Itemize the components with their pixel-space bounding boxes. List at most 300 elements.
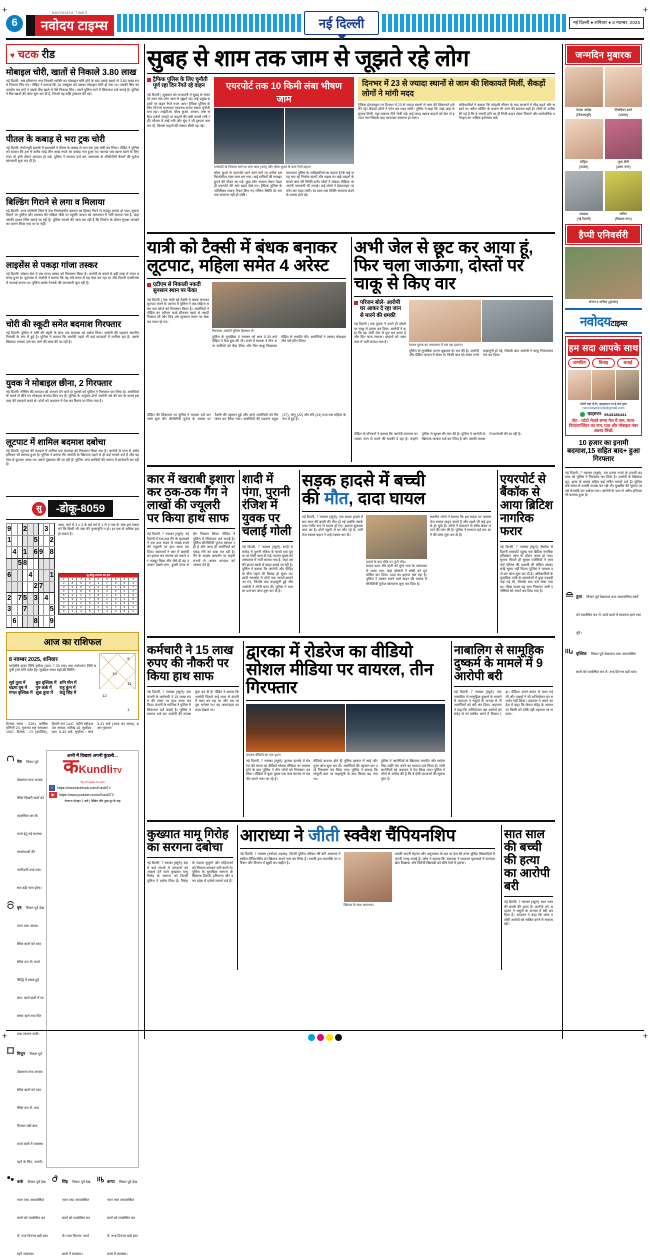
sudoku-cell[interactable] <box>49 593 54 605</box>
zodiac-text: विचार पूर्व देखभाल तथा अव्यवस्थित बातों को व्यवस्थित कर लें, कार्य बातों में व्यवस्था रहने तथा पूरी। <box>576 595 641 635</box>
sudoku-answer-cell: 4 <box>85 594 94 598</box>
sudoku-answer-cell: 5 <box>94 598 103 602</box>
yellow-dot <box>326 1034 333 1041</box>
ad-subtitle: My Punjabi Kundli <box>80 779 105 784</box>
story-2-body-3: पीड़ित की शिकायत पर पुलिस ने मामला दर्ज कर जांच शुरू की। सीसीटीवी फुटेज के आधार पर टैक्सी की पहचान हुई और चारों आरोपियों को गिरफ्तार कर लिया गया। आरोपियों की पहचान राहुल (27), सोनू (22) और रवि (24) तथा एक महिला के रूप में हुई है। <box>147 413 346 422</box>
ad-tagline: हम सदा आपके साथ <box>568 339 639 356</box>
sudoku-answer-cell: 6 <box>103 602 112 606</box>
sudoku-rules: आज़, चार्ट में 3 x 3 के बड़े वर्ग में 1 से 9 तक के अंक इस प्रकार भरें कि किसी भी अंक की पुनरावृत्ति न हो। हर एक से अधिक हल हो सकते हैं। <box>57 523 139 536</box>
sudoku-answer-cell: 8 <box>120 610 129 614</box>
zodiac-text: विचार पूर्व देखभाल तथा अव्यवस्थित बातों को व्यवस्थित कर लें, तथा दिनभर बड़ी बात कार्य में व्यवस्था। <box>107 1179 138 1256</box>
birthday-name: पूजा सैनी <box>617 160 629 164</box>
birthday-card <box>565 67 603 117</box>
birthday-photo <box>605 119 643 159</box>
sudoku-brand-badge: सु <box>32 502 46 516</box>
headline: पीतल के कबाड़ से भरा ट्रक चोरी <box>6 134 106 144</box>
planet-sign: तुला में <box>15 679 26 685</box>
story-6-headline <box>302 472 491 508</box>
planet-sign: वृश्चिक में <box>41 679 57 685</box>
sudoku-answer-cell: 6 <box>94 578 103 582</box>
birthday-photo-grid <box>565 67 642 221</box>
sudoku-answer-cell: 6 <box>77 606 86 610</box>
sudoku-answer-cell: 6 <box>85 590 94 594</box>
sudoku-answer-cell: 1 <box>120 590 129 594</box>
ad-pill-congrats: बधाई <box>617 358 639 368</box>
sudoku-answer-cell: 8 <box>59 606 68 610</box>
story-11-headline: नाबालिग से सामूहिक दुष्कर्म के मामले में 9 आरोपी बरी <box>454 643 544 684</box>
body-text: नई दिल्ली: उत्तर पश्चिमी जिले में एक निर्माणाधीन इमारत का हिस्सा गिरने से मजदूर घायल हो गया। सूचना मिलने पर पुलिस और दमकल की गाड़ियां मौके पर पहुंचीं। घायल को अस्पताल में भर्ती कराया गया है, जहां उसकी हालत स्थिर बताई जा रही है। पुलिस मामले की जांच कर रही है कि निर्माण के दौरान सुरक्षा मानकों का पालन किया गया था या नहीं। <box>6 209 139 227</box>
crop-mark-tl: + <box>2 5 8 15</box>
lead-body-left: नई दिल्ली | शुक्रवार को राजधानी में सुबह से लेकर देर शाम तक लोग जाम से जूझते रहे। कई प्रमुख सड़कों पर वाहन रेंगते नजर आए। ट्रैफिक पुलिस के लिए दिनभर यातायात व्यवस्था बनाए रखना चुनौती बना रहा। आईटीओ, धौला कुआं, आश्रम, एम्स सहित दर्जनों जगहों पर वाहनों की लंबी कतारें लगी रहीं। मौसम में आई नमी और धुंध ने भी दृश्यता कम कर दी, जिससे वाहनों की रफ्तार धीमी पड़ गई। <box>147 92 210 128</box>
sudoku-cell[interactable] <box>49 581 54 593</box>
headline: लाइसेंस से पकड़ा गांजा तस्कर <box>6 260 98 270</box>
story-7 <box>497 470 555 633</box>
sudoku-answer-cell: 4 <box>68 578 77 582</box>
zodiac-name: मिथुन <box>17 1050 26 1056</box>
story-13-body-2: उसकी अपनी मेहनत और अनुशासन के बल पर देश की तरफ चुनिंदा खिलाड़ियों में अपनी जगह बनाई है। कोच ने बताया कि आराध्या ने फाइनल मुकाबले में शानदार खेल दिखाया और विरोधी खिलाड़ी को सीधे गेमों में हराया। <box>394 852 495 866</box>
facebook-icon: f <box>49 785 55 791</box>
story-10-headline: द्वारका में रोडरेज का वीडियो सोशल मीडिया पर वायरल, तीन गिरफ्तार <box>246 642 434 698</box>
sudoku-answer-cell: 8 <box>111 578 120 582</box>
sudoku-cell[interactable]: 4 <box>28 570 33 582</box>
story-13-headline-p1: आराध्या ने <box>240 826 309 846</box>
sudoku-answer-cell: 3 <box>129 578 138 582</box>
sudoku-answer-cell: 7 <box>77 578 86 582</box>
story-4 <box>147 470 235 633</box>
sudoku-answer-cell: 5 <box>129 602 138 606</box>
quick-read-word2: रीड <box>41 49 55 61</box>
bullet-square-icon <box>354 301 358 305</box>
sudoku-widget <box>6 496 139 628</box>
lead-body-col2: धौला कुआं से एयरपोर्ट जाने वाले मार्ग पर करीब दस किलोमीटर लंबा जाम लग गया। कई यात्रियों की फ्लाइट छूटने की नौबत आ गई। कुछ लोग सामान लेकर पैदल ही एयरपोर्ट की ओर बढ़ते देखे गए। ट्रैफिक पुलिस के अतिरिक्त जवान तैनात किए गए लेकिन स्थिति देर रात तक सामान्य नहीं हो सकी। <box>214 171 282 198</box>
story-6-headline-p1: की <box>302 489 325 509</box>
zodiac-text: विचार पूर्व देखभाल तथा अव्यवस्थित बातों को व्यवस्थित कर लें। तथा दिनभर, कार्य बातों में व्यवस्था। <box>62 1179 91 1256</box>
ad-brand-tv: TV <box>112 767 122 775</box>
sudoku-cell[interactable]: 7 <box>38 581 43 593</box>
sudoku-cell[interactable]: 6 <box>33 547 38 559</box>
house-number: 12 <box>102 692 107 698</box>
lead-body-col4: ट्रैफिक हेल्पलाइन पर दिनभर में 23 से ज्यादा स्थानों से जाम की शिकायतें दर्ज की गईं। सैकड़ों लोगों ने फोन कर मदद मांगी। पुलिस ने कहा कि जहां-जहां से सूचना मिली, वहां तत्काल टीमें भेजी गईं। कई जगह खराब वाहनों को क्रेन से हटाया गया जिसके बाद यातायात सामान्य हो सका। <box>358 103 455 121</box>
ad-brand: कKundliTV <box>63 755 122 778</box>
sudoku-header <box>6 500 139 520</box>
sudoku-answer-cell: 9 <box>77 586 86 590</box>
planet-sign: वृश्चिक में <box>17 690 33 696</box>
house-number: 1 <box>127 706 130 712</box>
sudoku-answer-cell: 7 <box>85 598 94 602</box>
ad-pill-wedding: विवाह <box>592 358 614 368</box>
sudoku-answer-cell: 2 <box>59 582 68 586</box>
anniversary-section <box>565 224 642 245</box>
quick-read-word1: चटक <box>17 49 39 61</box>
sudoku-cell[interactable] <box>49 524 54 536</box>
sudoku-cell[interactable]: 5 <box>22 593 27 605</box>
sudoku-cell[interactable]: 9 <box>38 547 43 559</box>
house-number: 11 <box>127 680 132 686</box>
story-13-photo <box>344 852 392 902</box>
birthday-card <box>565 171 603 221</box>
sudoku-cell[interactable]: 5 <box>33 535 38 547</box>
story-6-headline-highlight: मौत <box>324 489 349 509</box>
ad-tagline: अभी में दिखाएं अपनी कुंडली... <box>67 752 118 758</box>
ad-photo-2 <box>592 370 615 400</box>
sudoku-answer-cell: 9 <box>85 578 94 582</box>
sudoku-answer-box <box>58 573 139 615</box>
story-6-body-3: स्थानीय लोगों ने बताया कि इस सड़क पर अक्सर तेज रफ्तार वाहन चलते हैं और पहले भी कई हादसे हो चुके हैं। लोगों ने प्रशासन से स्पीड ब्रेकर लगाने की मांग की है। पुलिस ने मामला दर्ज कर आगे की जांच शुरू कर दी है। <box>430 515 491 537</box>
lead-body-col3: यातायात पुलिस के अधिकारियों का कहना है कि कई जगह चल रहे निर्माण कार्यों और सड़क पर खड़े वाहनों के चलते जाम की स्थिति बनी। लोगों ने सोशल मीडिया पर अपनी नाराजगी भी जताई। कई लोगों ने हेल्पलाइन पर फोन कर मदद मांगी। देर शाम तक स्थिति सामान्य करने के प्रयास होते रहे। <box>286 171 354 198</box>
kundli-tv-ad[interactable] <box>46 750 139 1168</box>
story-7-body: नई दिल्ली, 7 नवम्बर (ब्यूरो): बैंकॉक से दिल्ली एयरपोर्ट पहुंचा एक ब्रिटिश नागरिक इमिग्रेशन जांच के दौरान फरार हो गया। सूचना मिलते ही सुरक्षा एजेंसियों ने एयरपोर्ट परिसर की तलाशी ली लेकिन उसका कोई सुराग नहीं मिला। पुलिस ने मामला दर्ज कर जांच शुरू कर दी है। अधिकारियों के मुताबिक यात्री के दस्तावेजों में कुछ गड़बड़ी पाई गई थी, जिसके बाद उसे रोका गया था। मौका पाकर वह भाग निकला। सभी एजेंसियों को अलर्ट कर दिया गया है। <box>500 545 553 594</box>
story-6-headline-p2: , दादा घायल <box>348 489 426 509</box>
story-13-headline <box>240 827 495 845</box>
sudoku-answer-cell: 1 <box>77 598 86 602</box>
quick-read-item <box>6 260 139 312</box>
story-5-headline: शादी में पंगा, पुरानी रंजिश में युवक पर चलाई गोली <box>242 472 292 539</box>
zodiac-name: कन्या <box>107 1178 115 1184</box>
sudoku-answer-cell: 8 <box>103 586 112 590</box>
story-3-headline: अभी जेल से छूट कर आया हूं, फिर चला जाऊंगा, दोस्तों पर चाकू से किए वार <box>354 238 534 293</box>
story-10-body-3: पुलिस ने आरोपियों के खिलाफ मारपीट और सार्वजनिक शांति भंग करने का मामला दर्ज किया है। सभी आरोपियों को अदालत में पेश किया गया। पुलिस ने लोगों से अपील की है कि वे ऐसी घटनाओं की सूचना तुरंत दें। <box>380 759 445 781</box>
story-6-body-1: नई दिल्ली, 7 नवम्बर (ब्यूरो): एक सड़क हादसे में चार साल की बच्ची की मौत हो गई जबकि उसके दादा गंभीर रूप से घायल हो गए। हादसा शुक्रवार शाम का है। दोनों स्कूटी से घर लौट रहे थे, तभी तेज रफ्तार वाहन ने उन्हें टक्कर मार दी। <box>302 515 363 537</box>
story-2-body-1: नई दिल्ली | एक यात्री को टैक्सी में बंधक बनाकर लूटपाट करने के आरोप में पुलिस ने एक महिला समेत चार लोगों को गिरफ्तार किया है। आरोपियों ने पीड़ित का एटीएम कार्ड छीनकर खाते से नकदी निकाल ली और फिर उसे सुनसान स्थान पर फेंक कर फरार हो गए। <box>147 297 209 324</box>
quick-read-item <box>6 197 139 253</box>
sudoku-answer-cell: 9 <box>111 582 120 586</box>
sudoku-cell[interactable]: 2 <box>33 581 38 593</box>
lead-body-col5: अधिकारियों ने बताया कि त्योहारी सीजन के बाद बाजारों में भीड़ बढ़ने और सड़कों पर अवैध पार्किंग के कारण भी जाम की समस्या बढ़ी है। लोगों से अपील की गई है कि वे जरूरी होने पर ही निजी वाहन लेकर निकलें और सार्वजनिक परिवहन का अधिक इस्तेमाल करें। <box>458 103 555 121</box>
sudoku-answer-cell: 2 <box>103 598 112 602</box>
sudoku-cell[interactable]: 5 <box>17 558 22 570</box>
sudoku-answer-cell: 9 <box>68 598 77 602</box>
story-5 <box>239 470 295 633</box>
sudoku-answer-cell: 9 <box>103 606 112 610</box>
story-13-body-1: नई दिल्ली, 7 नवम्बर (नवोदय टाइम्स): दिल्ली पुलिस परिवार की बेटी आराध्या ने स्क्वैश चैंपियनशिप का खिताब अपने नाम कर लिया है। उसकी इस उपलब्धि पर परिवार और विभाग में खुशी का माहौल है। <box>240 852 341 866</box>
story-4-headline: कार में खराबी इशारा कर ठक-ठक गैंग ने लाखों की ज्यूलरी पर किया हाथ साफ <box>147 472 235 526</box>
sudoku-answer-cell: 1 <box>94 582 103 586</box>
planet-name: चंद्रमा <box>9 684 18 690</box>
sudoku-cell[interactable] <box>49 558 54 570</box>
lead-right-block <box>358 77 555 229</box>
sudoku-answer-cell: 7 <box>111 606 120 610</box>
birthday-title: जन्मदिन मुबारक <box>567 46 640 63</box>
story-14 <box>501 825 555 970</box>
story-9-headline: कर्मचारी ने 15 लाख रुपए की नौकरी पर किया हाथ साफ <box>147 643 234 684</box>
kundli-chart <box>99 653 136 717</box>
sudoku-cell[interactable]: 2 <box>7 593 12 605</box>
birthday-card <box>605 171 643 221</box>
planet-column-3 <box>60 680 77 696</box>
crop-mark-bl: + <box>2 1031 8 1041</box>
sudoku-cell[interactable]: 8 <box>33 616 38 628</box>
planet-sign: मीन में <box>66 679 77 685</box>
sudoku-answer-cell: 3 <box>94 602 103 606</box>
ad-pill-birthday: जन्मदिन <box>568 358 590 368</box>
ad-footer: रोजाना दोपहर 1 बजे | देखिए और दुख दूर के सह <box>64 798 121 803</box>
sudoku-cell[interactable]: 6 <box>12 616 17 628</box>
sudoku-answer-cell: 3 <box>59 586 68 590</box>
story-10-photo-2 <box>346 704 445 752</box>
headline: मोबाइल चोरी, खातों से निकाले 3.80 लाख <box>6 67 137 77</box>
story-11-body: नई दिल्ली, 7 नवम्बर (ब्यूरो): एक नाबालिग से सामूहिक दुष्कर्म के मामले में अदालत ने सबूतों के अभाव में नौ आरोपियों को बरी कर दिया। अदालत ने कहा कि अभियोजन पक्ष आरोपों को संदेह से परे साबित करने में विफल रहा। पीड़िता अपने बयान से पलट गई थी और गवाहों ने भी अभियोजन का समर्थन नहीं किया। अदालत ने अपने आदेश में कहा कि केवल संदेह के आधार पर किसी को दोषी नहीं ठहराया जा सकता। <box>454 690 553 717</box>
sudoku-cell[interactable]: 8 <box>22 558 27 570</box>
story-10-photo-caption: वायरल वीडियो का एक दृश्य। <box>246 753 281 758</box>
ad-brand-b: टाइम्स <box>610 319 628 328</box>
crop-mark-br: + <box>642 1031 648 1041</box>
sudoku-answer-cell: 9 <box>94 590 103 594</box>
sudoku-answer-cell: 8 <box>85 602 94 606</box>
sudoku-answer-cell: 6 <box>129 610 138 614</box>
zodiac-list-left <box>6 750 44 1168</box>
lead-photo-strip: एयरपोर्ट तक 10 किमी लंबा भीषण जाम <box>214 77 354 107</box>
story-3-kicker <box>354 300 406 319</box>
story-10-photo-1 <box>246 704 345 752</box>
horoscope-widget <box>6 632 139 748</box>
horoscope-times: दिनांक समय : 2261, वार्षिक योगिनी 23, गुजरात राष्ट्र सम्वत्सर 1947, दिनांक : 07 (कार्तिक), हिजरी सन 1447, महीने रबीऊल उस अव्वल, तारीख 16, सूर्योदय : प्रात: 6.33 बजे, सूर्यास्त : सायं 5.31 बजे (आज का समय), शक्ल गुजरात <box>6 721 139 735</box>
birthday-place: (विकासपुरी) <box>576 113 592 117</box>
masthead-logo-english: NAVODAYA TIMES <box>52 10 88 15</box>
ad-instruction: फोटो यहां भेजें | व्हाट्सएप या ई-मेल द्वारा <box>580 402 627 406</box>
sudoku-cell[interactable]: 4 <box>44 593 49 605</box>
birthday-name: तिरुषिका शर्मा <box>614 108 632 112</box>
sudoku-answer-cell: 4 <box>94 586 103 590</box>
story-7-headline: एयरपोर्ट से बैंकॉक से आया ब्रिटिश नागरिक फरार <box>500 472 553 539</box>
facebook-link[interactable] <box>49 785 136 791</box>
sudoku-answer-cell: 3 <box>77 594 86 598</box>
house-number: 9 <box>127 655 130 661</box>
sudoku-answer-cell: 3 <box>111 598 120 602</box>
zodiac-name: वृश्चिक <box>576 651 587 656</box>
anniversary-photo <box>565 247 642 299</box>
masthead-logo <box>26 11 114 36</box>
planet-name: मंगल <box>9 690 17 696</box>
house-number: 10 <box>112 670 117 676</box>
birthday-place: (पालम) <box>618 113 628 117</box>
sudoku-cell[interactable]: 4 <box>12 547 17 559</box>
sudoku-cell[interactable]: 7 <box>22 604 27 616</box>
headline: लूटपाट में शामिल बदमाश दबोचा <box>6 437 106 447</box>
sudoku-cell[interactable]: 2 <box>49 535 54 547</box>
sudoku-answer-cell: 1 <box>85 606 94 610</box>
lead-photo-caption: एयरपोर्ट के निकास मार्ग पर लगा जाम (दाएं) और धौला कुआं के पास रेंगते वाहन। <box>214 165 312 169</box>
sudoku-cell[interactable]: 9 <box>49 616 54 628</box>
sudoku-title: -डोकू-8059 <box>48 500 113 517</box>
planet-name: शुक्र <box>35 690 42 696</box>
sudoku-answer-cell: 6 <box>120 582 129 586</box>
masthead <box>6 10 644 36</box>
story-3 <box>351 237 555 462</box>
horoscope-title: आज का राशिफल <box>6 632 139 651</box>
sudoku-answer-cell: 5 <box>103 578 112 582</box>
flag-strip-right <box>382 14 566 32</box>
zodiac-text: विचार पूर्व देखभाल तथा अव्यवस्थित बिखरी बातों को व्यवस्थित कर लें। कार्य हेतु नई समस्या व्यवस्थाओं की भागीदारी तथा व्यवस्था बढ़ी चला होगा। <box>17 759 44 890</box>
story-3-photo-1 <box>409 300 481 342</box>
sudoku-answer-cell: 5 <box>85 610 94 614</box>
lead-kicker-text: ट्रैफिक पुलिस के लिए चुनौती पूर्ण रहा दिन रेंगते रहे वाहन <box>153 77 208 90</box>
story-6 <box>299 470 493 633</box>
leo-icon <box>51 1170 60 1179</box>
quick-read-item <box>6 67 139 127</box>
sudoku-cell[interactable]: 3 <box>7 604 12 616</box>
body-text: नई दिल्ली: स्पेशल सेल ने एक गांजा तस्कर को गिरफ्तार किया है। आरोपी के कब्जे से बड़ी मात्रा में गांजा बरामद हुआ है। पूछताछ में आरोपी ने बताया कि वह लंबे समय से यह धंधा कर रहा था और दिल्ली एनसीआर में सप्लाई करता था। पुलिस उसके नेटवर्क की जानकारी जुटा रही है। <box>6 272 139 285</box>
flag-strip-left <box>117 14 301 32</box>
story-2-photo-caption: गिरफ्तार आरोपी पुलिस हिरासत में। <box>212 329 255 333</box>
taurus-icon <box>6 896 15 905</box>
zodiac-name: सिंह <box>62 1178 68 1184</box>
story-10 <box>243 641 447 817</box>
birthday-section <box>565 44 642 65</box>
bullet-square-icon <box>147 283 151 287</box>
sudoku-answer-cell: 8 <box>77 590 86 594</box>
story-2-kicker <box>147 282 209 295</box>
ad-photo-3 <box>616 370 639 400</box>
sudoku-answer-cell: 7 <box>103 582 112 586</box>
quick-read-header <box>6 44 139 64</box>
sudoku-answer-cell: 5 <box>111 590 120 594</box>
story-13-headline-highlight: जीती <box>308 826 340 846</box>
zodiac-text: विचार पूर्व देखभाल तथा अव्यवस्थित बातों को व्यवस्थित कर लें, तथा दिनभर बड़ी बात। <box>576 652 637 674</box>
birthday-name: सचिन <box>619 212 627 216</box>
sudoku-answer-cell: 6 <box>68 586 77 590</box>
story-6-body-2: घायल दादा और पोती को तुरंत पास के अस्पताल ले जाया गया, जहां डॉक्टरों ने बच्ची को मृत घोषित कर दिया। दादा का इलाज चल रहा है। पुलिस ने टक्कर मारने वाले वाहन की तलाश में सीसीटीवी फुटेज खंगालना शुरू कर दिया है। <box>366 564 427 586</box>
sudoku-answer-cell: 6 <box>59 598 68 602</box>
lead-headline: सुबह से शाम तक जाम से जूझते रहे लोग <box>147 45 469 71</box>
planet-sign: तुला में <box>42 690 53 696</box>
lead-photo-2 <box>285 108 355 164</box>
sudoku-answer-cell: 8 <box>68 582 77 586</box>
youtube-url: https://www.youtube.com/c/KundliTV <box>59 792 115 797</box>
ad-whatsapp-number[interactable]: 9643186441 <box>604 411 627 417</box>
birthday-photo <box>565 171 603 211</box>
story-2-kicker-text: एटीएम से निकाली नकदी सुनसान स्थान पर फेंका <box>153 282 201 295</box>
body-text: नई दिल्ली: लूटपाट की वारदात में शामिल एक बदमाश को गिरफ्तार किया गया है। आरोपी के पास से अवैध हथियार भी बरामद हुआ है। पुलिस ने बताया कि आरोपी के खिलाफ पहले से ही कई मामले दर्ज हैं और वह जेल से छूटकर आया था। उससे पूछताछ की जा रही है। पुलिस अन्य साथियों की तलाश में छापेमारी कर रही है। <box>6 449 139 467</box>
story-3-body-1: नई दिल्ली | एक युवक ने अपने ही दोस्तों पर चाकू से हमला कर दिया। आरोपी ने कहा कि वह अभी जेल से छूट कर आया है और फिर चला जाएगा। घायलों को अस्पताल में भर्ती कराया गया है। <box>354 322 406 344</box>
page-number: 6 <box>6 15 23 32</box>
body-text: नई दिल्ली: मंगोलपुरी इलाके में बदमाशों ने पीतल के कबाड़ से भरा एक ट्रक चोरी कर लिया। पीड़ित ने पुलिस को बताया कि ट्रक में करीब साढ़े तीन लाख रुपये का कबाड़ भरा हुआ था। चालक जब खाना खाने के लिए रुका तो इसी दौरान वारदात हो गई। पुलिस ने मामला दर्ज कर आसपास के सीसीटीवी कैमरों की फुटेज खंगालनी शुरू कर दी है। <box>6 146 139 164</box>
planet-name: गुरु <box>35 684 41 690</box>
city-edition-tab: नई दिल्ली <box>304 11 380 35</box>
heart-icon: ♥ <box>10 51 15 60</box>
cmyk-registration-marks <box>308 1034 342 1041</box>
birthday-card <box>605 119 643 169</box>
sudoku-answer-label: सु-डोकू-8058 का हल <box>59 574 138 577</box>
sudoku-cell[interactable]: 1 <box>7 535 12 547</box>
sudoku-answer-cell: 7 <box>94 610 103 614</box>
ad-brand-a: नवोदय <box>579 314 611 329</box>
planet-column-2 <box>36 680 57 696</box>
sudoku-answer-cell: 3 <box>68 610 77 614</box>
story-9-body: नई दिल्ली, 7 नवम्बर (ब्यूरो): एक कंपनी के कर्मचारी ने 15 लाख रुपये की रकम पर हाथ साफ कर दिया। कंपनी के मालिक ने पुलिस में शिकायत दर्ज कराई है। पुलिस ने मामला दर्ज कर आरोपी की तलाश शुरू कर दी है। पीड़ित ने बताया कि आरोपी पिछले कई साल से कंपनी में काम कर रहा था और उस पर पूरा भरोसा था। वह अकाउंट्स का काम देखता था। <box>147 690 239 717</box>
zodiac-name: कर्क <box>17 1178 24 1184</box>
sudoku-answer-cell: 7 <box>120 594 129 598</box>
scorpio-icon <box>565 642 574 651</box>
sudoku-answer-cell: 4 <box>59 590 68 594</box>
sudoku-cell[interactable]: 2 <box>22 524 27 536</box>
story-8-body: नई दिल्ली, 7 नवम्बर (ब्यूरो): दस हजार रुपये के इनामी बदमाश को पुलिस ने गिरफ्तार कर लिया है। आरोपी के खिलाफ लूट, हत्या के प्रयास सहित कई संगीन मामले दर्ज हैं। पुलिस लंबे समय से उसकी तलाश कर रही थी। मुखबिर की सूचना पर उसे घेराबंदी कर दबोचा गया। आरोपी के पास से अवैध हथियार भी बरामद हुआ है। <box>565 471 642 498</box>
sudoku-answer-cell: 3 <box>120 606 129 610</box>
zodiac-name: वृष <box>17 904 22 910</box>
right-column <box>562 44 644 1039</box>
sudoku-answer-cell: 2 <box>129 590 138 594</box>
cyan-dot <box>308 1034 315 1041</box>
sudoku-answer-cell: 2 <box>68 594 77 598</box>
sudoku-answer-cell: 9 <box>129 594 138 598</box>
planet-sign: कर्क में <box>41 684 52 690</box>
sudoku-answer-cell: 1 <box>68 602 77 606</box>
birthday-place: (उत्तम नगर) <box>615 165 631 169</box>
sudoku-answer-cell: 1 <box>59 578 68 582</box>
lead-photo-block <box>214 77 354 229</box>
sudoku-answer-cell: 5 <box>68 606 77 610</box>
ad-whatsapp-label: व्हाट्सएप: <box>587 411 603 416</box>
sudoku-answer-cell: 2 <box>77 602 86 606</box>
sudoku-cell[interactable]: 7 <box>17 593 22 605</box>
sudoku-answer-cell: 5 <box>120 586 129 590</box>
sudoku-answer-cell: 2 <box>111 610 120 614</box>
sudoku-cell[interactable]: 5 <box>49 604 54 616</box>
ad-masthead <box>565 308 642 334</box>
libra-icon <box>565 585 574 594</box>
sudoku-answer-grid <box>59 577 138 614</box>
zodiac-text: विचार पूर्व देखभाल तथा अव्यवस्थित बातों को व्यवस्थित कर लें। कार्य सिद्धि में प्रसन्न हुई बात, कार्य बातों में व्यवस्था रहने तथा दिन तथा सामान जारी। <box>17 905 45 1036</box>
birthday-card <box>605 67 643 117</box>
horoscope-date: 8 नवम्बर 2025, शनिवार <box>9 656 58 663</box>
youtube-link[interactable] <box>49 792 136 798</box>
sudoku-cell[interactable]: 3 <box>33 593 38 605</box>
newspaper-photo-ad[interactable] <box>565 308 642 436</box>
quick-read-item <box>6 319 139 371</box>
zodiac-list-bottom <box>6 1170 139 1260</box>
lead-photo-1 <box>214 108 284 164</box>
zodiac-text: विचार पूर्व देखभाल तथा अव्यवस्थित बातों को व्यवस्थित कर लें, तथा दिनभर बड़ी बात, कार्य बातों में व्यवस्था रहने के लिए, अपनी। <box>17 1051 44 1164</box>
story-3-kicker-text: परिजन बोले- आरोपी घर आकर दे रहा जान से मारने की धमकी <box>360 300 401 319</box>
sudoku-cell[interactable]: 8 <box>49 547 54 559</box>
horoscope-tithi: मार्गशीर्ष कृष्ण तिथि तृतीया (प्रात: 7.33 तक) तथा तदोपरांत तिथि चतुर्थी (जो रात्रि पर्यंत है)। सूर्योदय समय ग्रहों की स्थिति : <box>9 663 97 672</box>
sudoku-cell[interactable]: 9 <box>7 524 12 536</box>
ad-email[interactable]: navodayanoida@gmail.com <box>582 406 625 410</box>
sudoku-cell[interactable]: 3 <box>44 524 49 536</box>
ad-brand-text: Kundli <box>78 763 113 776</box>
story-10-body-1: नई दिल्ली, 7 नवम्बर (ब्यूरो): द्वारका इलाके में रोडरेज की घटना का वीडियो सोशल मीडिया पर वायरल होने के बाद पुलिस ने तीन लोगों को गिरफ्तार कर लिया। वीडियो में कुछ युवक एक कार चालक से मारपीट करते नजर आ रहे हैं। <box>246 759 311 781</box>
sudoku-answer-cell: 1 <box>103 594 112 598</box>
zodiac-name: तुला <box>576 594 583 599</box>
birthday-name: मोहित <box>579 160 588 164</box>
facebook-url: https://www.facebook.com/KundliTv <box>57 785 111 790</box>
sudoku-answer-cell: 4 <box>120 598 129 602</box>
planet-name: राहु <box>59 684 65 690</box>
lead-kicker <box>147 77 210 90</box>
sudoku-cell[interactable]: 6 <box>7 570 12 582</box>
sudoku-cell[interactable]: 1 <box>22 547 27 559</box>
quick-read-item <box>6 378 139 430</box>
sudoku-answer-cell: 4 <box>103 610 112 614</box>
story-6-photo-caption: हादसे के बाद मौके पर जुटी भीड़। <box>366 560 406 565</box>
story-11 <box>451 641 555 817</box>
sudoku-answer-cell: 7 <box>68 590 77 594</box>
story-2-headline: यात्री को टैक्सी में बंधक बनाकर लूटपाट, महिला समेत 4 अरेस्ट <box>147 238 337 275</box>
sudoku-answer-cell: 1 <box>129 606 138 610</box>
ad-photo-1 <box>568 370 591 400</box>
sudoku-answer-cell: 8 <box>129 598 138 602</box>
story-3-photo-caption: घायल युवक का अस्पताल में चल रहा इलाज। <box>409 343 463 347</box>
planet-column-1 <box>9 680 33 696</box>
sudoku-answer-cell: 5 <box>77 582 86 586</box>
aries-icon <box>6 750 15 759</box>
masthead-logo-hindi: नवोदय टाइम्स <box>26 15 114 36</box>
sudoku-grid[interactable] <box>6 523 55 628</box>
sudoku-answer-cell: 3 <box>103 590 112 594</box>
planet-name: शनि <box>59 679 66 685</box>
story-9 <box>147 641 239 817</box>
sudoku-cell[interactable]: 1 <box>49 570 54 582</box>
birthday-card <box>565 119 603 169</box>
